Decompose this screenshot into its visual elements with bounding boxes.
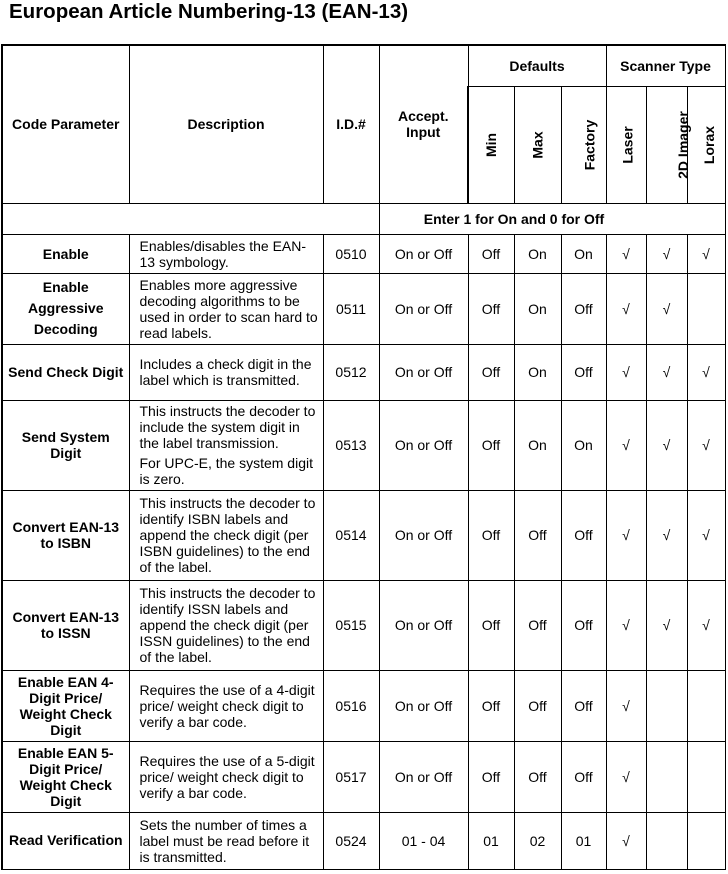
description-paragraph: This instructs the decoder to include the system digit in the label transmission. xyxy=(139,403,316,451)
check-mark-icon: √ xyxy=(702,437,710,453)
table-row xyxy=(2,344,725,400)
row-laser-support xyxy=(606,670,646,741)
row-max: On xyxy=(514,234,561,273)
row-max: Off xyxy=(514,490,561,580)
row-laser-support xyxy=(606,273,646,344)
row-description xyxy=(129,741,323,812)
row-id: 0511 xyxy=(323,273,379,344)
row-accept-input: On or Off xyxy=(379,273,468,344)
row-lorax-support xyxy=(687,580,725,670)
description-paragraph: Requires the use of a 5-digit price/ weight check digit to verify a bar code. xyxy=(139,752,315,801)
row-max: On xyxy=(514,344,561,400)
row-imager-support xyxy=(646,344,687,400)
check-mark-icon: √ xyxy=(622,697,630,714)
row-max: 02 xyxy=(514,812,561,869)
row-imager-support xyxy=(646,580,687,670)
row-laser-support xyxy=(606,400,646,490)
row-min: Off xyxy=(468,400,514,490)
check-mark-icon: √ xyxy=(622,437,630,453)
check-mark-icon: √ xyxy=(622,245,630,262)
check-mark-icon: √ xyxy=(662,527,671,543)
description-paragraph: This instructs the decoder to identify ISBN labels and append the check digit (per ISBN guidelines) to the end of the label. xyxy=(139,495,316,575)
row-factory: Off xyxy=(561,273,606,344)
row-max: Off xyxy=(514,741,561,812)
row-max: Off xyxy=(514,580,561,670)
check-mark-icon: √ xyxy=(702,245,710,262)
row-laser-support xyxy=(606,490,646,580)
row-description xyxy=(129,344,323,400)
row-factory: 01 xyxy=(561,812,606,869)
description-paragraph: This instructs the decoder to identify ISSN labels and append the check digit (per ISSN guidelines) to the end of the label. xyxy=(139,585,316,665)
row-lorax-support xyxy=(687,273,725,344)
check-mark-icon: √ xyxy=(622,768,630,785)
row-min: 01 xyxy=(468,812,514,869)
table-row xyxy=(2,741,725,812)
row-max: On xyxy=(514,273,561,344)
row-id: 0515 xyxy=(323,580,379,670)
table-row xyxy=(2,580,725,670)
description-paragraph: Enables/disables the EAN-13 symbology. xyxy=(139,237,307,270)
header-id: I.D.# xyxy=(323,45,379,203)
check-mark-icon: √ xyxy=(662,617,671,633)
row-code-parameter: Enable xyxy=(2,234,129,273)
section-blank xyxy=(2,203,379,234)
ean13-parameter-table xyxy=(1,44,726,870)
check-mark-icon: √ xyxy=(622,527,630,543)
header-code-parameter: Code Parameter xyxy=(2,45,129,203)
table-row xyxy=(2,670,725,741)
row-description xyxy=(129,812,323,869)
header-accept-input: Accept. Input xyxy=(379,45,468,203)
row-id: 0514 xyxy=(323,490,379,580)
check-mark-icon: √ xyxy=(702,364,710,380)
row-code-parameter: Enable EAN 4-Digit Price/ Weight Check Digit xyxy=(2,670,129,741)
check-mark-icon: √ xyxy=(622,832,630,849)
row-lorax-support xyxy=(687,812,725,869)
row-laser-support xyxy=(606,741,646,812)
header-description: Description xyxy=(129,45,323,203)
row-description xyxy=(129,490,323,580)
row-accept-input: On or Off xyxy=(379,234,468,273)
row-description xyxy=(129,234,323,273)
row-accept-input: On or Off xyxy=(379,400,468,490)
header-factory: Factory xyxy=(561,86,606,203)
table-row xyxy=(2,400,725,490)
row-lorax-support xyxy=(687,670,725,741)
header-lorax: Lorax xyxy=(687,86,725,203)
row-max: Off xyxy=(514,670,561,741)
header-min: Min xyxy=(468,86,514,203)
row-factory: Off xyxy=(561,490,606,580)
check-mark-icon: √ xyxy=(622,300,630,317)
row-min: Off xyxy=(468,344,514,400)
row-code-parameter: Enable EAN 5-Digit Price/ Weight Check Digit xyxy=(2,741,129,812)
row-imager-support xyxy=(646,490,687,580)
table-row xyxy=(2,812,725,869)
row-imager-support xyxy=(646,812,687,869)
row-id: 0524 xyxy=(323,812,379,869)
row-code-parameter: Convert EAN-13 to ISSN xyxy=(2,580,129,670)
row-id: 0510 xyxy=(323,234,379,273)
row-accept-input: On or Off xyxy=(379,670,468,741)
header-defaults: Defaults xyxy=(468,45,606,86)
row-accept-input: 01 - 04 xyxy=(379,812,468,869)
row-code-parameter: Enable Aggressive Decoding xyxy=(2,273,129,344)
row-code-parameter: Send Check Digit xyxy=(2,344,129,400)
description-paragraph: Sets the number of times a label must be read before it is transmitted. xyxy=(139,816,310,865)
check-mark-icon: √ xyxy=(702,527,710,543)
row-imager-support xyxy=(646,400,687,490)
row-description xyxy=(129,670,323,741)
row-min: Off xyxy=(468,670,514,741)
header-scanner-type: Scanner Type xyxy=(606,45,725,86)
row-imager-support xyxy=(646,234,687,273)
row-lorax-support xyxy=(687,234,725,273)
header-max: Max xyxy=(514,86,561,203)
row-accept-input: On or Off xyxy=(379,344,468,400)
row-factory: On xyxy=(561,400,606,490)
row-code-parameter: Read Verification xyxy=(2,812,129,869)
row-id: 0513 xyxy=(323,400,379,490)
row-factory: Off xyxy=(561,344,606,400)
page-title: European Article Numbering-13 (EAN-13) xyxy=(9,0,409,23)
description-paragraph: Requires the use of a 4-digit price/ weight check digit to verify a bar code. xyxy=(139,681,315,730)
row-code-parameter: Convert EAN-13 to ISBN xyxy=(2,490,129,580)
check-mark-icon: √ xyxy=(662,437,671,453)
row-min: Off xyxy=(468,741,514,812)
row-id: 0516 xyxy=(323,670,379,741)
row-imager-support xyxy=(646,741,687,812)
table-row xyxy=(2,273,725,344)
table-row xyxy=(2,490,725,580)
section-note: Enter 1 for On and 0 for Off xyxy=(379,203,725,234)
check-mark-icon: √ xyxy=(622,364,630,380)
row-lorax-support xyxy=(687,741,725,812)
row-accept-input: On or Off xyxy=(379,490,468,580)
row-imager-support xyxy=(646,670,687,741)
row-imager-support xyxy=(646,273,687,344)
description-paragraph: For UPC-E, the system digit is zero. xyxy=(139,455,313,487)
check-mark-icon: √ xyxy=(662,300,671,317)
table-row xyxy=(2,234,725,273)
check-mark-icon: √ xyxy=(662,364,671,380)
row-laser-support xyxy=(606,344,646,400)
row-min: Off xyxy=(468,234,514,273)
row-laser-support xyxy=(606,234,646,273)
check-mark-icon: √ xyxy=(662,245,671,262)
row-factory: Off xyxy=(561,741,606,812)
row-description xyxy=(129,400,323,490)
row-description xyxy=(129,273,323,344)
check-mark-icon: √ xyxy=(702,617,710,633)
row-accept-input: On or Off xyxy=(379,741,468,812)
row-id: 0512 xyxy=(323,344,379,400)
header-2d-imager: 2D Imager xyxy=(646,86,687,203)
row-accept-input: On or Off xyxy=(379,580,468,670)
row-code-parameter: Send System Digit xyxy=(2,400,129,490)
row-factory: Off xyxy=(561,580,606,670)
row-description xyxy=(129,580,323,670)
row-id: 0517 xyxy=(323,741,379,812)
header-laser: Laser xyxy=(606,86,646,203)
description-paragraph: Enables more aggressive decoding algorithms to be used in order to scan hard to read labels. xyxy=(139,276,318,341)
row-lorax-support xyxy=(687,490,725,580)
row-max: On xyxy=(514,400,561,490)
description-paragraph: Includes a check digit in the label which is transmitted. xyxy=(139,356,312,388)
row-factory: On xyxy=(561,234,606,273)
row-lorax-support xyxy=(687,400,725,490)
row-factory: Off xyxy=(561,670,606,741)
row-min: Off xyxy=(468,273,514,344)
row-lorax-support xyxy=(687,344,725,400)
row-laser-support xyxy=(606,812,646,869)
row-min: Off xyxy=(468,490,514,580)
check-mark-icon: √ xyxy=(622,617,630,633)
row-min: Off xyxy=(468,580,514,670)
row-laser-support xyxy=(606,580,646,670)
